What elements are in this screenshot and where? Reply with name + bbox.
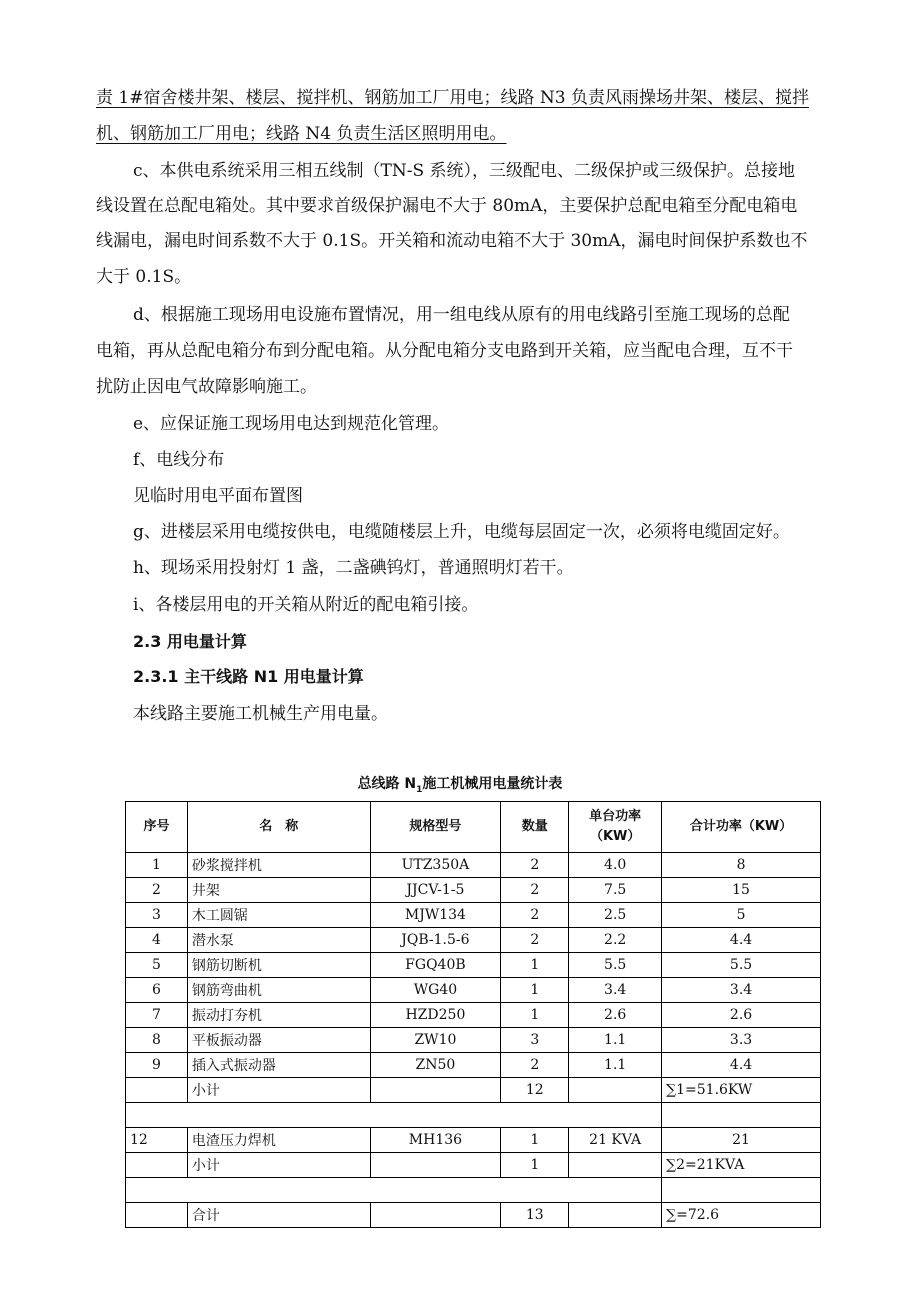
cell-model: HZD250 bbox=[370, 1003, 501, 1028]
subtotal-label: 小计 bbox=[187, 1078, 370, 1103]
cell-unit-power: 1.1 bbox=[569, 1028, 662, 1053]
cell-seq: 4 bbox=[126, 928, 188, 953]
header-seq: 序号 bbox=[126, 802, 188, 853]
cell-total-power: 21 bbox=[662, 1128, 821, 1153]
paragraph-line: c、本供电系统采用三相五线制（TN-S 系统），三级配电、二级保护或三级保护。总接地 bbox=[133, 161, 796, 181]
cell-unit-power: 4.0 bbox=[569, 853, 662, 878]
table-row bbox=[126, 1053, 821, 1078]
subtotal-qty: 12 bbox=[501, 1078, 569, 1103]
cell-name: 木工圆锯 bbox=[187, 903, 370, 928]
cell-qty: 3 bbox=[501, 1028, 569, 1053]
power-statistics-table bbox=[125, 801, 821, 1228]
cell-qty: 1 bbox=[501, 978, 569, 1003]
paragraph-line: 机、钢筋加工厂用电；线路 N4 负责生活区照明用电。 bbox=[96, 124, 507, 144]
table-row bbox=[126, 1003, 821, 1028]
cell-model: FGQ40B bbox=[370, 953, 501, 978]
cell-seq: 1 bbox=[126, 853, 188, 878]
cell-unit-power: 3.4 bbox=[569, 978, 662, 1003]
subtotal-total: ∑2=21KVA bbox=[662, 1153, 821, 1178]
cell-total-power: 8 bbox=[662, 853, 821, 878]
cell-total-power: 5.5 bbox=[662, 953, 821, 978]
cell-qty: 2 bbox=[501, 1053, 569, 1078]
cell-name: 插入式振动器 bbox=[187, 1053, 370, 1078]
subtotal-row bbox=[126, 1153, 821, 1178]
table-caption: 总线路 $N_1$施工机械用电量统计表 bbox=[357, 776, 563, 795]
subtotal-total: ∑1=51.6KW bbox=[662, 1078, 821, 1103]
table-row bbox=[126, 928, 821, 953]
subtotal-label: 小计 bbox=[187, 1153, 370, 1178]
subtotal-qty: 1 bbox=[501, 1153, 569, 1178]
grand-total-qty: 13 bbox=[501, 1203, 569, 1228]
header-name: 名 称 bbox=[187, 802, 370, 853]
header-total-power: 合计功率（KW） bbox=[662, 802, 821, 853]
cell-model: MH136 bbox=[370, 1128, 501, 1153]
cell-total-power: 4.4 bbox=[662, 928, 821, 953]
header-qty: 数量 bbox=[501, 802, 569, 853]
cell-qty: 1 bbox=[501, 1128, 569, 1153]
cell-name: 电渣压力焊机 bbox=[187, 1128, 370, 1153]
cell-name: 振动打夯机 bbox=[187, 1003, 370, 1028]
cell-seq: 9 bbox=[126, 1053, 188, 1078]
cell-model: MJW134 bbox=[370, 903, 501, 928]
paragraph-line: 扰防止因电气故障影响施工。 bbox=[96, 377, 317, 397]
table-row bbox=[126, 878, 821, 903]
cell-name: 平板振动器 bbox=[187, 1028, 370, 1053]
cell-name: 砂浆搅拌机 bbox=[187, 853, 370, 878]
cell-total-power: 3.4 bbox=[662, 978, 821, 1003]
paragraph-line: 线设置在总配电箱处。其中要求首级保护漏电不大于 80mA，主要保护总配电箱至分配电箱电 bbox=[96, 196, 798, 216]
subtotal-row bbox=[126, 1078, 821, 1103]
cell-total-power: 4.4 bbox=[662, 1053, 821, 1078]
paragraph-line: 本线路主要施工机械生产用电量。 bbox=[133, 704, 388, 724]
cell-model: ZN50 bbox=[370, 1053, 501, 1078]
table-row bbox=[126, 1028, 821, 1053]
cell-total-power: 15 bbox=[662, 878, 821, 903]
cell-seq: 5 bbox=[126, 953, 188, 978]
paragraph-line: h、现场采用投射灯 1 盏，二盏碘钨灯，普通照明灯若干。 bbox=[133, 558, 574, 578]
cell-seq: 2 bbox=[126, 878, 188, 903]
cell-name: 潜水泵 bbox=[187, 928, 370, 953]
grand-total-value: ∑=72.6 bbox=[662, 1203, 821, 1228]
paragraph-line: 电箱，再从总配电箱分布到分配电箱。从分配电箱分支电路到开关箱，应当配电合理，互不干 bbox=[96, 341, 793, 361]
blank-row bbox=[126, 1103, 821, 1128]
cell-unit-power: 7.5 bbox=[569, 878, 662, 903]
grand-total-label: 合计 bbox=[187, 1203, 370, 1228]
table-header-row bbox=[126, 802, 821, 853]
cell-unit-power: 2.6 bbox=[569, 1003, 662, 1028]
cell-name: 钢筋切断机 bbox=[187, 953, 370, 978]
cell-seq: 3 bbox=[126, 903, 188, 928]
subsection-heading: 2.3.1 主干线路 N1 用电量计算 bbox=[133, 667, 364, 686]
cell-model: JJCV-1-5 bbox=[370, 878, 501, 903]
cell-seq: 12 bbox=[126, 1128, 188, 1153]
cell-qty: 2 bbox=[501, 928, 569, 953]
cell-model: WG40 bbox=[370, 978, 501, 1003]
cell-name: 井架 bbox=[187, 878, 370, 903]
cell-qty: 2 bbox=[501, 903, 569, 928]
paragraph-line: e、应保证施工现场用电达到规范化管理。 bbox=[133, 414, 450, 434]
section-heading: 2.3 用电量计算 bbox=[133, 632, 247, 651]
cell-qty: 1 bbox=[501, 953, 569, 978]
cell-total-power: 3.3 bbox=[662, 1028, 821, 1053]
cell-qty: 2 bbox=[501, 853, 569, 878]
cell-unit-power: 2.2 bbox=[569, 928, 662, 953]
cell-unit-power: 2.5 bbox=[569, 903, 662, 928]
paragraph-line: i、各楼层用电的开关箱从附近的配电箱引接。 bbox=[133, 595, 479, 615]
paragraph-line: g、进楼层采用电缆按供电，电缆随楼层上升，电缆每层固定一次，必须将电缆固定好。 bbox=[133, 522, 790, 542]
cell-unit-power: 1.1 bbox=[569, 1053, 662, 1078]
cell-model: UTZ350A bbox=[370, 853, 501, 878]
cell-model: JQB-1.5-6 bbox=[370, 928, 501, 953]
table-row bbox=[126, 953, 821, 978]
cell-unit-power: 21 KVA bbox=[569, 1128, 662, 1153]
paragraph-line: d、根据施工现场用电设施布置情况，用一组电线从原有的用电线路引至施工现场的总配 bbox=[133, 305, 790, 325]
cell-name: 钢筋弯曲机 bbox=[187, 978, 370, 1003]
cell-unit-power: 5.5 bbox=[569, 953, 662, 978]
paragraph-line: 责 1#宿舍楼井架、楼层、搅拌机、钢筋加工厂用电；线路 N3 负责风雨操场井架、楼层、搅拌 bbox=[96, 88, 809, 108]
paragraph-line: 大于 0.1S。 bbox=[96, 267, 192, 287]
table-row bbox=[126, 903, 821, 928]
table-row bbox=[126, 978, 821, 1003]
cell-seq: 8 bbox=[126, 1028, 188, 1053]
header-model: 规格型号 bbox=[370, 802, 501, 853]
paragraph-line: 见临时用电平面布置图 bbox=[133, 486, 303, 506]
cell-seq: 6 bbox=[126, 978, 188, 1003]
grand-total-row bbox=[126, 1203, 821, 1228]
cell-qty: 2 bbox=[501, 878, 569, 903]
cell-total-power: 2.6 bbox=[662, 1003, 821, 1028]
paragraph-line: 线漏电，漏电时间系数不大于 0.1S。开关箱和流动电箱不大于 30mA，漏电时间保护系数也不 bbox=[96, 231, 808, 251]
cell-model: ZW10 bbox=[370, 1028, 501, 1053]
cell-total-power: 5 bbox=[662, 903, 821, 928]
cell-seq: 7 bbox=[126, 1003, 188, 1028]
table-row bbox=[126, 1128, 821, 1153]
table-row bbox=[126, 853, 821, 878]
header-unit-power: 单台功率（KW） bbox=[569, 802, 662, 853]
paragraph-line: f、电线分布 bbox=[133, 450, 225, 470]
cell-qty: 1 bbox=[501, 1003, 569, 1028]
blank-row bbox=[126, 1178, 821, 1203]
